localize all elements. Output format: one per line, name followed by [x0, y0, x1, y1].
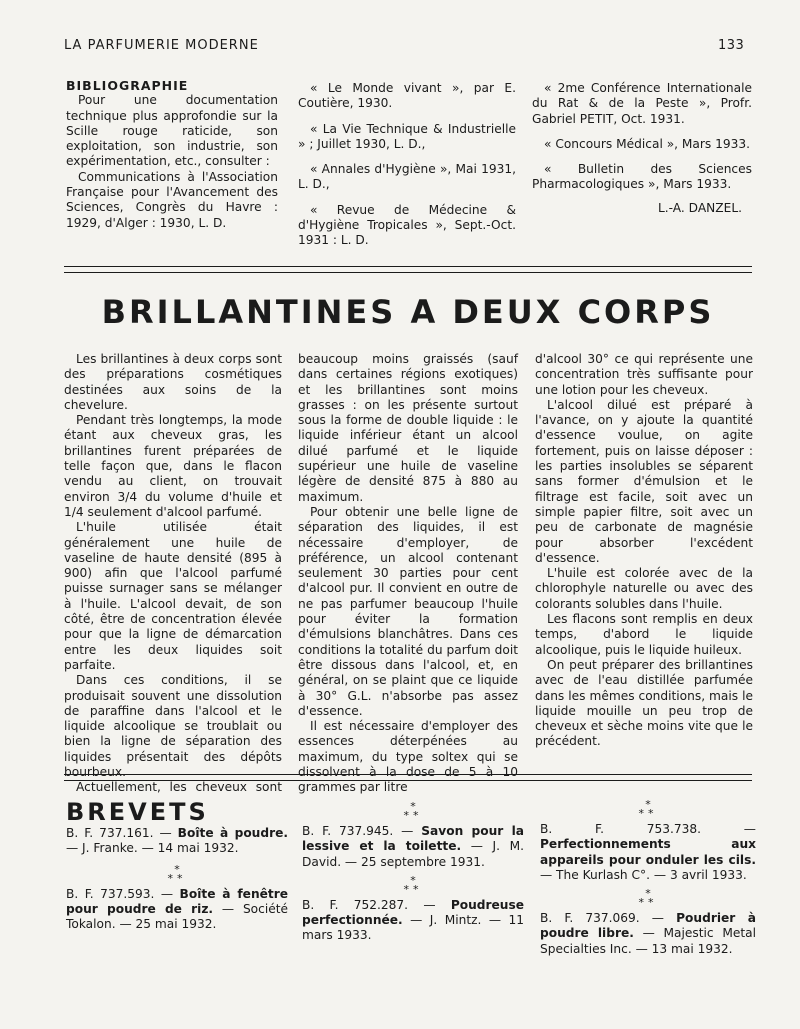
bibliography-column-2: [298, 81, 516, 249]
article-title: BRILLANTINES A DEUX CORPS: [101, 293, 715, 331]
article-paragraph: beaucoup moins graissés (sauf dans certaines régions exotiques) et les brillantines sont moins grasses : on les présente surtout sous la forme de double liquide : le liquide inférieur étant un alcool dilué parfumé et le liquide supérieur une huile de vaseline légère de densité 875 à 880 au maximum.: [298, 352, 518, 504]
page-number: 133: [718, 38, 745, 53]
asterism-icon: * **: [638, 798, 658, 820]
section-divider: [64, 266, 752, 276]
article-paragraph: L'alcool dilué est préparé à l'avance, on y ajoute la quantité d'essence voulue, on agite fortement, puis on laisse déposer : les parties insolubles se séparent sans former d'émulsion et le filtrage est facile, soit avec un simple papier filtre, soit avec un peu de carbonate de magnésie pour absorber l'excédent d'essence.: [535, 397, 753, 565]
bibliography-ref: « 2me Conférence Internationale du Rat & de la Peste », Profr. Gabriel PETIT, Oct. 1931.: [532, 81, 752, 126]
journal-title: LA PARFUMERIE MODERNE: [64, 38, 259, 53]
brevets-column-3: [540, 798, 756, 957]
patent-entry: [540, 822, 756, 883]
patent-number: B. F. 737.161. —: [66, 826, 172, 840]
patent-title: Boîte à fenêtre pour poudre de riz.: [66, 886, 288, 916]
patent-number: B. F. 737.593. —: [66, 886, 174, 901]
patent-number: B. F. 737.069. —: [540, 911, 664, 926]
bibliography-ref: « Revue de Médecine & d'Hygiène Tropicales », Sept.-Oct. 1931 : L. D.: [298, 202, 516, 248]
patent-number: B. F. 753.738. —: [540, 822, 756, 836]
article-paragraph: d'alcool 30° ce qui représente une concentration très suffisante pour une lotion pour les cheveux.: [535, 352, 753, 397]
patent-title: Boîte à poudre.: [177, 826, 288, 840]
article-column-2: [298, 352, 518, 796]
bibliography-ref: Communications à l'Association Française pour l'Avancement des Sciences, Congrès du Havre : 1929, d'Alger : 1930, L. D.: [66, 169, 278, 230]
section-divider: [64, 774, 752, 784]
patent-details: — J. Mintz. — 11 mars 1933.: [302, 913, 525, 943]
bibliography-ref: « Annales d'Hygiène », Mai 1931, L. D.,: [298, 162, 516, 192]
patent-entry: [302, 898, 524, 944]
asterism-icon: * **: [403, 800, 423, 822]
patent-number: B. F. 752.287. —: [302, 897, 436, 912]
patent-entry: [66, 826, 288, 857]
bibliography-column-3: [532, 81, 752, 216]
asterism-icon: * **: [403, 873, 423, 896]
asterism-icon: * **: [167, 862, 187, 885]
brevets-title: BREVETS: [66, 798, 209, 826]
patent-entry: [66, 887, 288, 933]
article-paragraph: Dans ces conditions, il se produisait souvent une dissolution de paraffine dans l'alcool et le liquide alcoolique se troublait ou bien la ligne de séparation des liquides présentait des dépôts bourbeux.: [64, 673, 282, 780]
bibliography-column-1: [66, 78, 278, 231]
patent-details: — J. Franke. — 14 mai 1932.: [66, 841, 239, 856]
bibliography-ref: « Le Monde vivant », par E. Coutière, 1930.: [298, 81, 516, 111]
bibliography-signature: L.-A. DANZEL.: [657, 200, 742, 215]
patent-number: B. F. 737.945. —: [302, 824, 414, 838]
patent-details: — Société Tokalon. — 25 mai 1932.: [66, 901, 288, 932]
article-paragraph: Pendant très longtemps, la mode étant aux cheveux gras, les brillantines furent préparées de telle façon que, dans le flacon vendu au client, on trouvait environ 3/4 du volume d'huile et 1/4 seulement d'alcool parfumé.: [64, 413, 282, 519]
patent-details: — Majestic Metal Specialties Inc. — 13 mai 1932.: [540, 926, 756, 956]
patent-title: Poudreuse perfectionnée.: [302, 897, 524, 928]
bibliography-intro: Pour une documentation technique plus approfondie sur la Scille rouge raticide, son exploitation, son industrie, son expérimentation, etc., consulter :: [66, 93, 278, 169]
patent-entry: [302, 824, 524, 870]
bibliography-ref: « Concours Médical », Mars 1933.: [544, 136, 751, 151]
patent-title: Savon pour la lessive et la toilette.: [302, 824, 525, 854]
article-paragraph: On peut préparer des brillantines avec de l'eau distillée parfumée dans les mêmes conditions, mais le liquide mouille un peu trop de cheveux et sèche moins vite que le précédent.: [535, 657, 753, 749]
article-column-3: [535, 352, 753, 750]
bibliography-ref: « La Vie Technique & Industrielle » ; Juillet 1930, L. D.,: [298, 121, 516, 151]
brevets-column-2: [302, 800, 524, 944]
patent-title: Perfectionnements aux appareils pour onduler les cils.: [540, 837, 756, 867]
article-paragraph: L'huile utilisée était généralement une huile de vaseline de haute densité (895 à 900) afin que l'alcool parfumé puisse surnager sans se mélanger à l'huile. L'alcool devait, de son côté, être de concentration élevée pour que la ligne de démarcation entre les deux liquides soit parfaite.: [64, 520, 282, 672]
patent-title: Poudrier à poudre libre.: [540, 911, 756, 941]
article-paragraph: Les brillantines à deux corps sont des préparations cosmétiques destinées aux soins de la chevelure.: [64, 352, 282, 412]
article-paragraph: Actuellement, les cheveux sont: [76, 780, 282, 795]
article-paragraph: Il est nécessaire d'employer des essences déterpénées au maximum, du type soltex qui se dissolvent à la dose de 5 à 10 grammes par litre: [298, 719, 518, 795]
article-paragraph: L'huile est colorée avec de la chlorophyle naturelle ou avec des colorants solubles dans l'huile.: [535, 566, 753, 611]
brevets-column-1: [66, 798, 288, 932]
patent-details: — The Kurlash C°. — 3 avril 1933.: [540, 867, 747, 882]
patent-details: — J. M. David. — 25 septembre 1931.: [302, 839, 524, 869]
article-paragraph: Les flacons sont remplis en deux temps, d'abord le liquide alcoolique, puis le liquide huileux.: [535, 612, 753, 657]
article-paragraph: Pour obtenir une belle ligne de séparation des liquides, il est nécessaire d'employer, de préférence, un alcool contenant seulement 30 parties pour cent d'alcool pur. Il convient en outre de ne pas parfumer beaucoup l'huile pour éviter la formation d'émulsions blanchâtres. Dans ces conditions la totalité du parfum doit être dissous dans l'alcool, et, en général, on se plaint que ce liquide à 30° G.L. n'absorbe pas assez d'essence.: [298, 504, 518, 718]
article-column-1: [64, 352, 282, 796]
patent-entry: [540, 911, 756, 957]
asterism-icon: * **: [638, 887, 658, 910]
bibliography-ref: « Bulletin des Sciences Pharmacologiques », Mars 1933.: [532, 162, 752, 192]
bibliography-title: BIBLIOGRAPHIE: [66, 78, 189, 93]
